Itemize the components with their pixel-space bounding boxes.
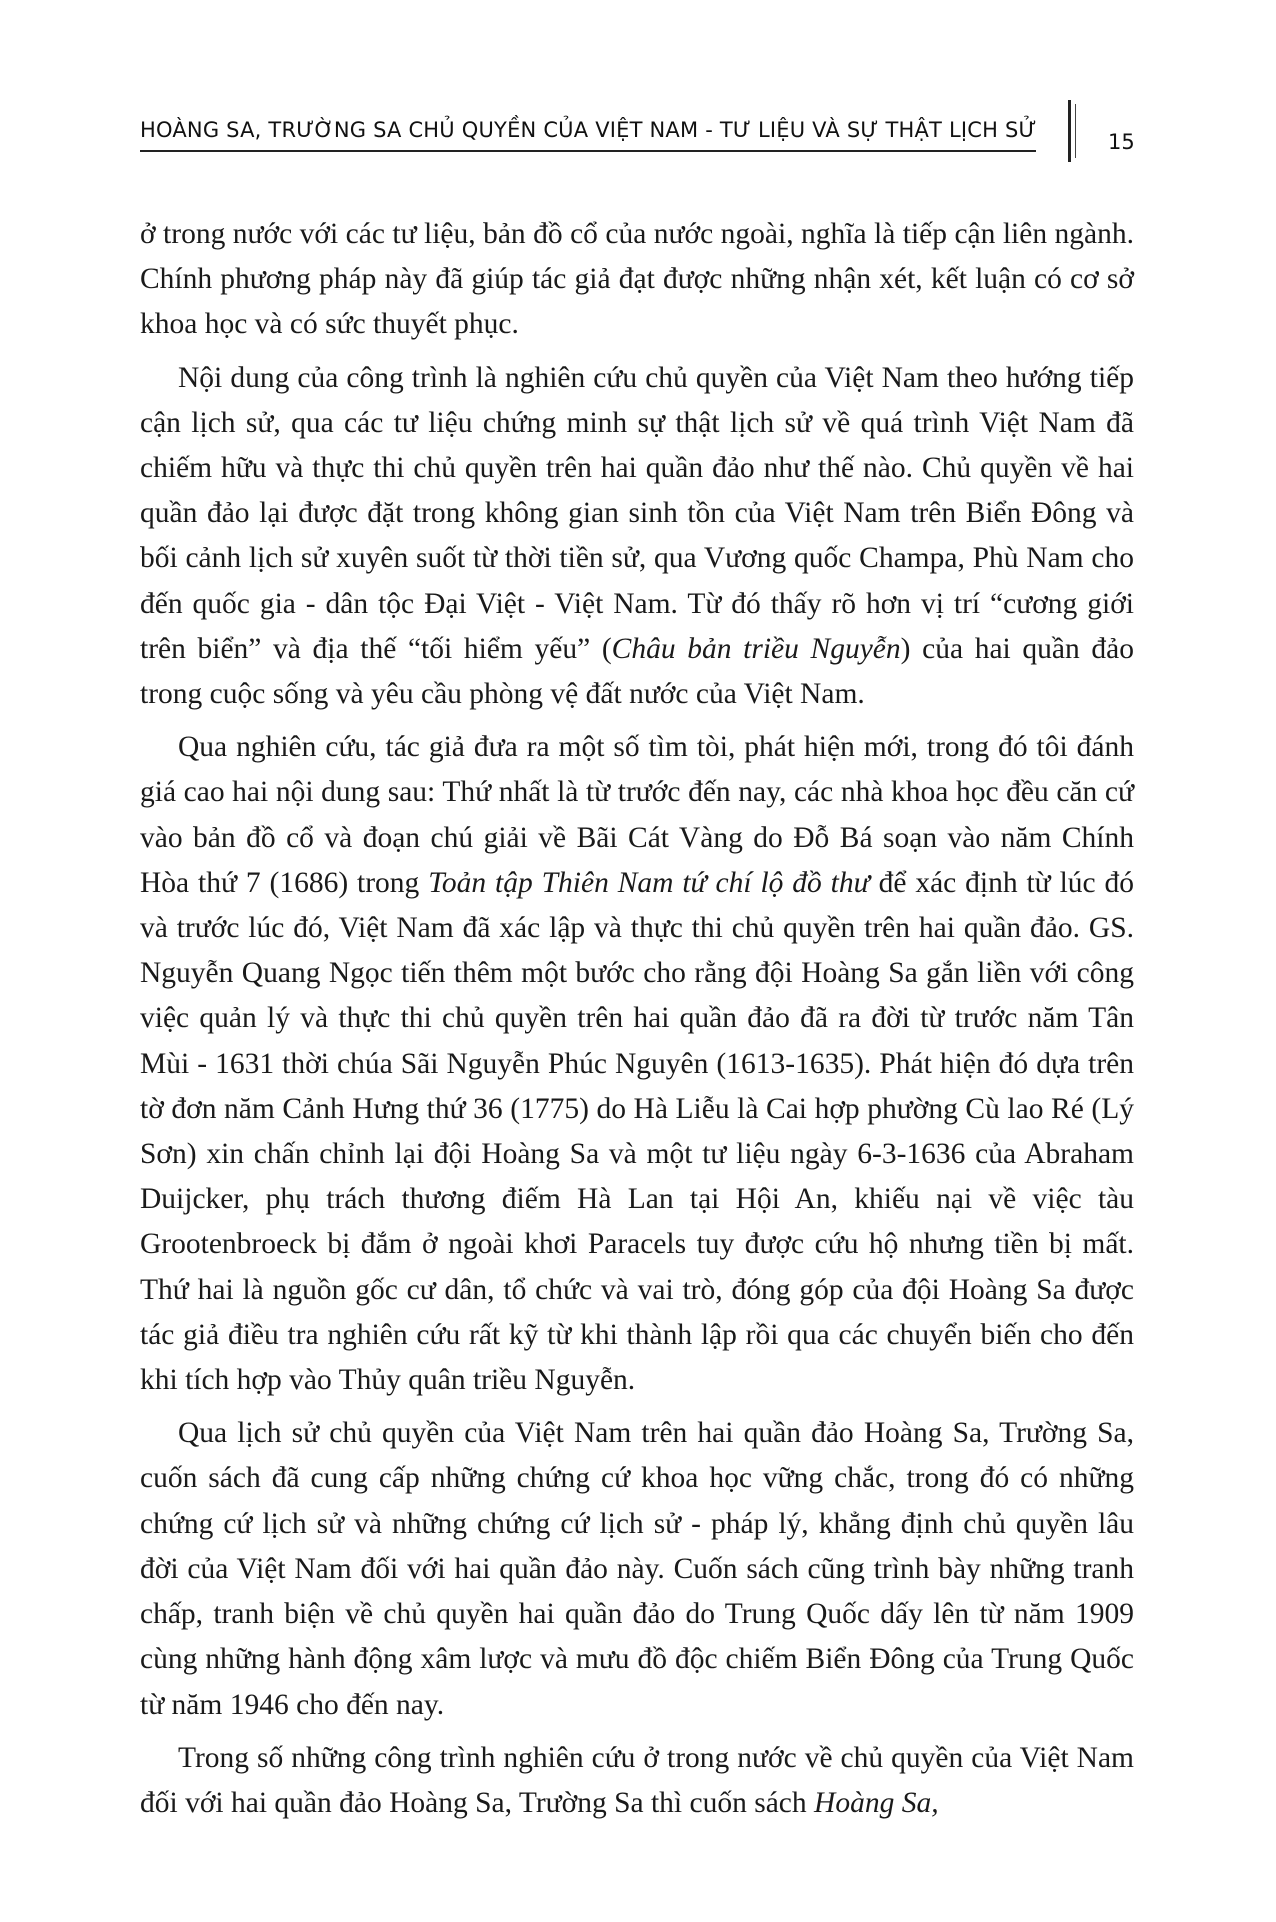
header-rule [140, 150, 1036, 152]
body-text [140, 212, 1134, 1834]
paragraph-5 [140, 1736, 1134, 1826]
page-number: 15 [1108, 130, 1135, 154]
paragraph-3-text-b: để xác định từ lúc đó và trước lúc đó, Việt Nam đã xác lập và thực thi chủ quyền trên hai quần đảo. GS. Nguyễn Quang Ngọc tiến thêm một bước cho rằng đội Hoàng Sa gắn liền với công việc quản lý và thực thi chủ quyền trên hai quần đảo đã ra đời từ trước năm Tân Mùi - 1631 thời chúa Sãi Nguyễn Phúc Nguyên (1613-1635). Phát hiện đó dựa trên tờ đơn năm Cảnh Hưng thứ 36 (1775) do Hà Liễu là Cai hợp phường Cù lao Ré (Lý Sơn) xin chấn chỉnh lại đội Hoàng Sa và một tư liệu ngày 6-3-1636 của Abraham Duijcker, phụ trách thương điếm Hà Lan tại Hội An, khiếu nại về việc tàu Grootenbroeck bị đắm ở ngoài khơi Paracels tuy được cứu hộ nhưng tiền bị mất. Thứ hai là nguồn gốc cư dân, tổ chức và vai trò, đóng góp của đội Hoàng Sa được tác giả điều tra nghiên cứu rất kỹ từ khi thành lập rồi qua các chuyển biến cho đến khi tích hợp vào Thủy quân triều Nguyễn. [140, 866, 1134, 1397]
paragraph-2-text-b: ) của hai quần đảo trong cuộc sống và yêu cầu phòng vệ đất nước của Việt Nam. [140, 632, 1134, 711]
header-separator-thin [1075, 104, 1076, 158]
paragraph-3-text-a: Qua nghiên cứu, tác giả đưa ra một số tìm tòi, phát hiện mới, trong đó tôi đánh giá cao hai nội dung sau: Thứ nhất là từ trước đến nay, các nhà khoa học đều căn cứ vào bản đồ cổ và đoạn chú giải về Bãi Cát Vàng do Đỗ Bá soạn vào năm Chính Hòa thứ 7 (1686) trong [140, 731, 1134, 899]
paragraph-3 [140, 725, 1134, 1403]
paragraph-1-text: ở trong nước với các tư liệu, bản đồ cổ của nước ngoài, nghĩa là tiếp cận liên ngành. Chính phương pháp này đã giúp tác giả đạt được những nhận xét, kết luận có cơ sở khoa học và có sức thuyết phục. [140, 218, 1134, 341]
paragraph-5-italic: Hoàng Sa, [814, 1786, 939, 1819]
paragraph-4 [140, 1411, 1134, 1727]
paragraph-1 [140, 212, 1134, 348]
paragraph-2-text-a: Nội dung của công trình là nghiên cứu chủ quyền của Việt Nam theo hướng tiếp cận lịch sử, qua các tư liệu chứng minh sự thật lịch sử về quá trình Việt Nam đã chiếm hữu và thực thi chủ quyền trên hai quần đảo như thế nào. Chủ quyền về hai quần đảo lại được đặt trong không gian sinh tồn của Việt Nam trên Biển Đông và bối cảnh lịch sử xuyên suốt từ thời tiền sử, qua Vương quốc Champa, Phù Nam cho đến quốc gia - dân tộc Đại Việt - Việt Nam. Từ đó thấy rõ hơn vị trí “cương giới trên biển” và địa thế “tối hiểm yếu” ( [140, 361, 1134, 665]
header-separator [1068, 100, 1071, 162]
running-header-title: HOÀNG SA, TRƯỜNG SA CHỦ QUYỀN CỦA VIỆT NAM - TƯ LIỆU VÀ SỰ THẬT LỊCH SỬ [140, 118, 1037, 142]
paragraph-2 [140, 356, 1134, 718]
paragraph-4-text: Qua lịch sử chủ quyền của Việt Nam trên hai quần đảo Hoàng Sa, Trường Sa, cuốn sách đã cung cấp những chứng cứ khoa học vững chắc, trong đó có những chứng cứ lịch sử và những chứng cứ lịch sử - pháp lý, khẳng định chủ quyền lâu đời của Việt Nam đối với hai quần đảo này. Cuốn sách cũng trình bày những tranh chấp, tranh biện về chủ quyền hai quần đảo do Trung Quốc dấy lên từ năm 1909 cùng những hành động xâm lược và mưu đồ độc chiếm Biển Đông của Trung Quốc từ năm 1946 cho đến nay. [140, 1417, 1134, 1721]
paragraph-3-italic: Toản tập Thiên Nam tứ chí lộ đồ thư [428, 866, 870, 899]
paragraph-5-text-a: Trong số những công trình nghiên cứu ở trong nước về chủ quyền của Việt Nam đối với hai quần đảo Hoàng Sa, Trường Sa thì cuốn sách [140, 1741, 1134, 1819]
paragraph-2-italic: Châu bản triều Nguyễn [611, 632, 901, 665]
